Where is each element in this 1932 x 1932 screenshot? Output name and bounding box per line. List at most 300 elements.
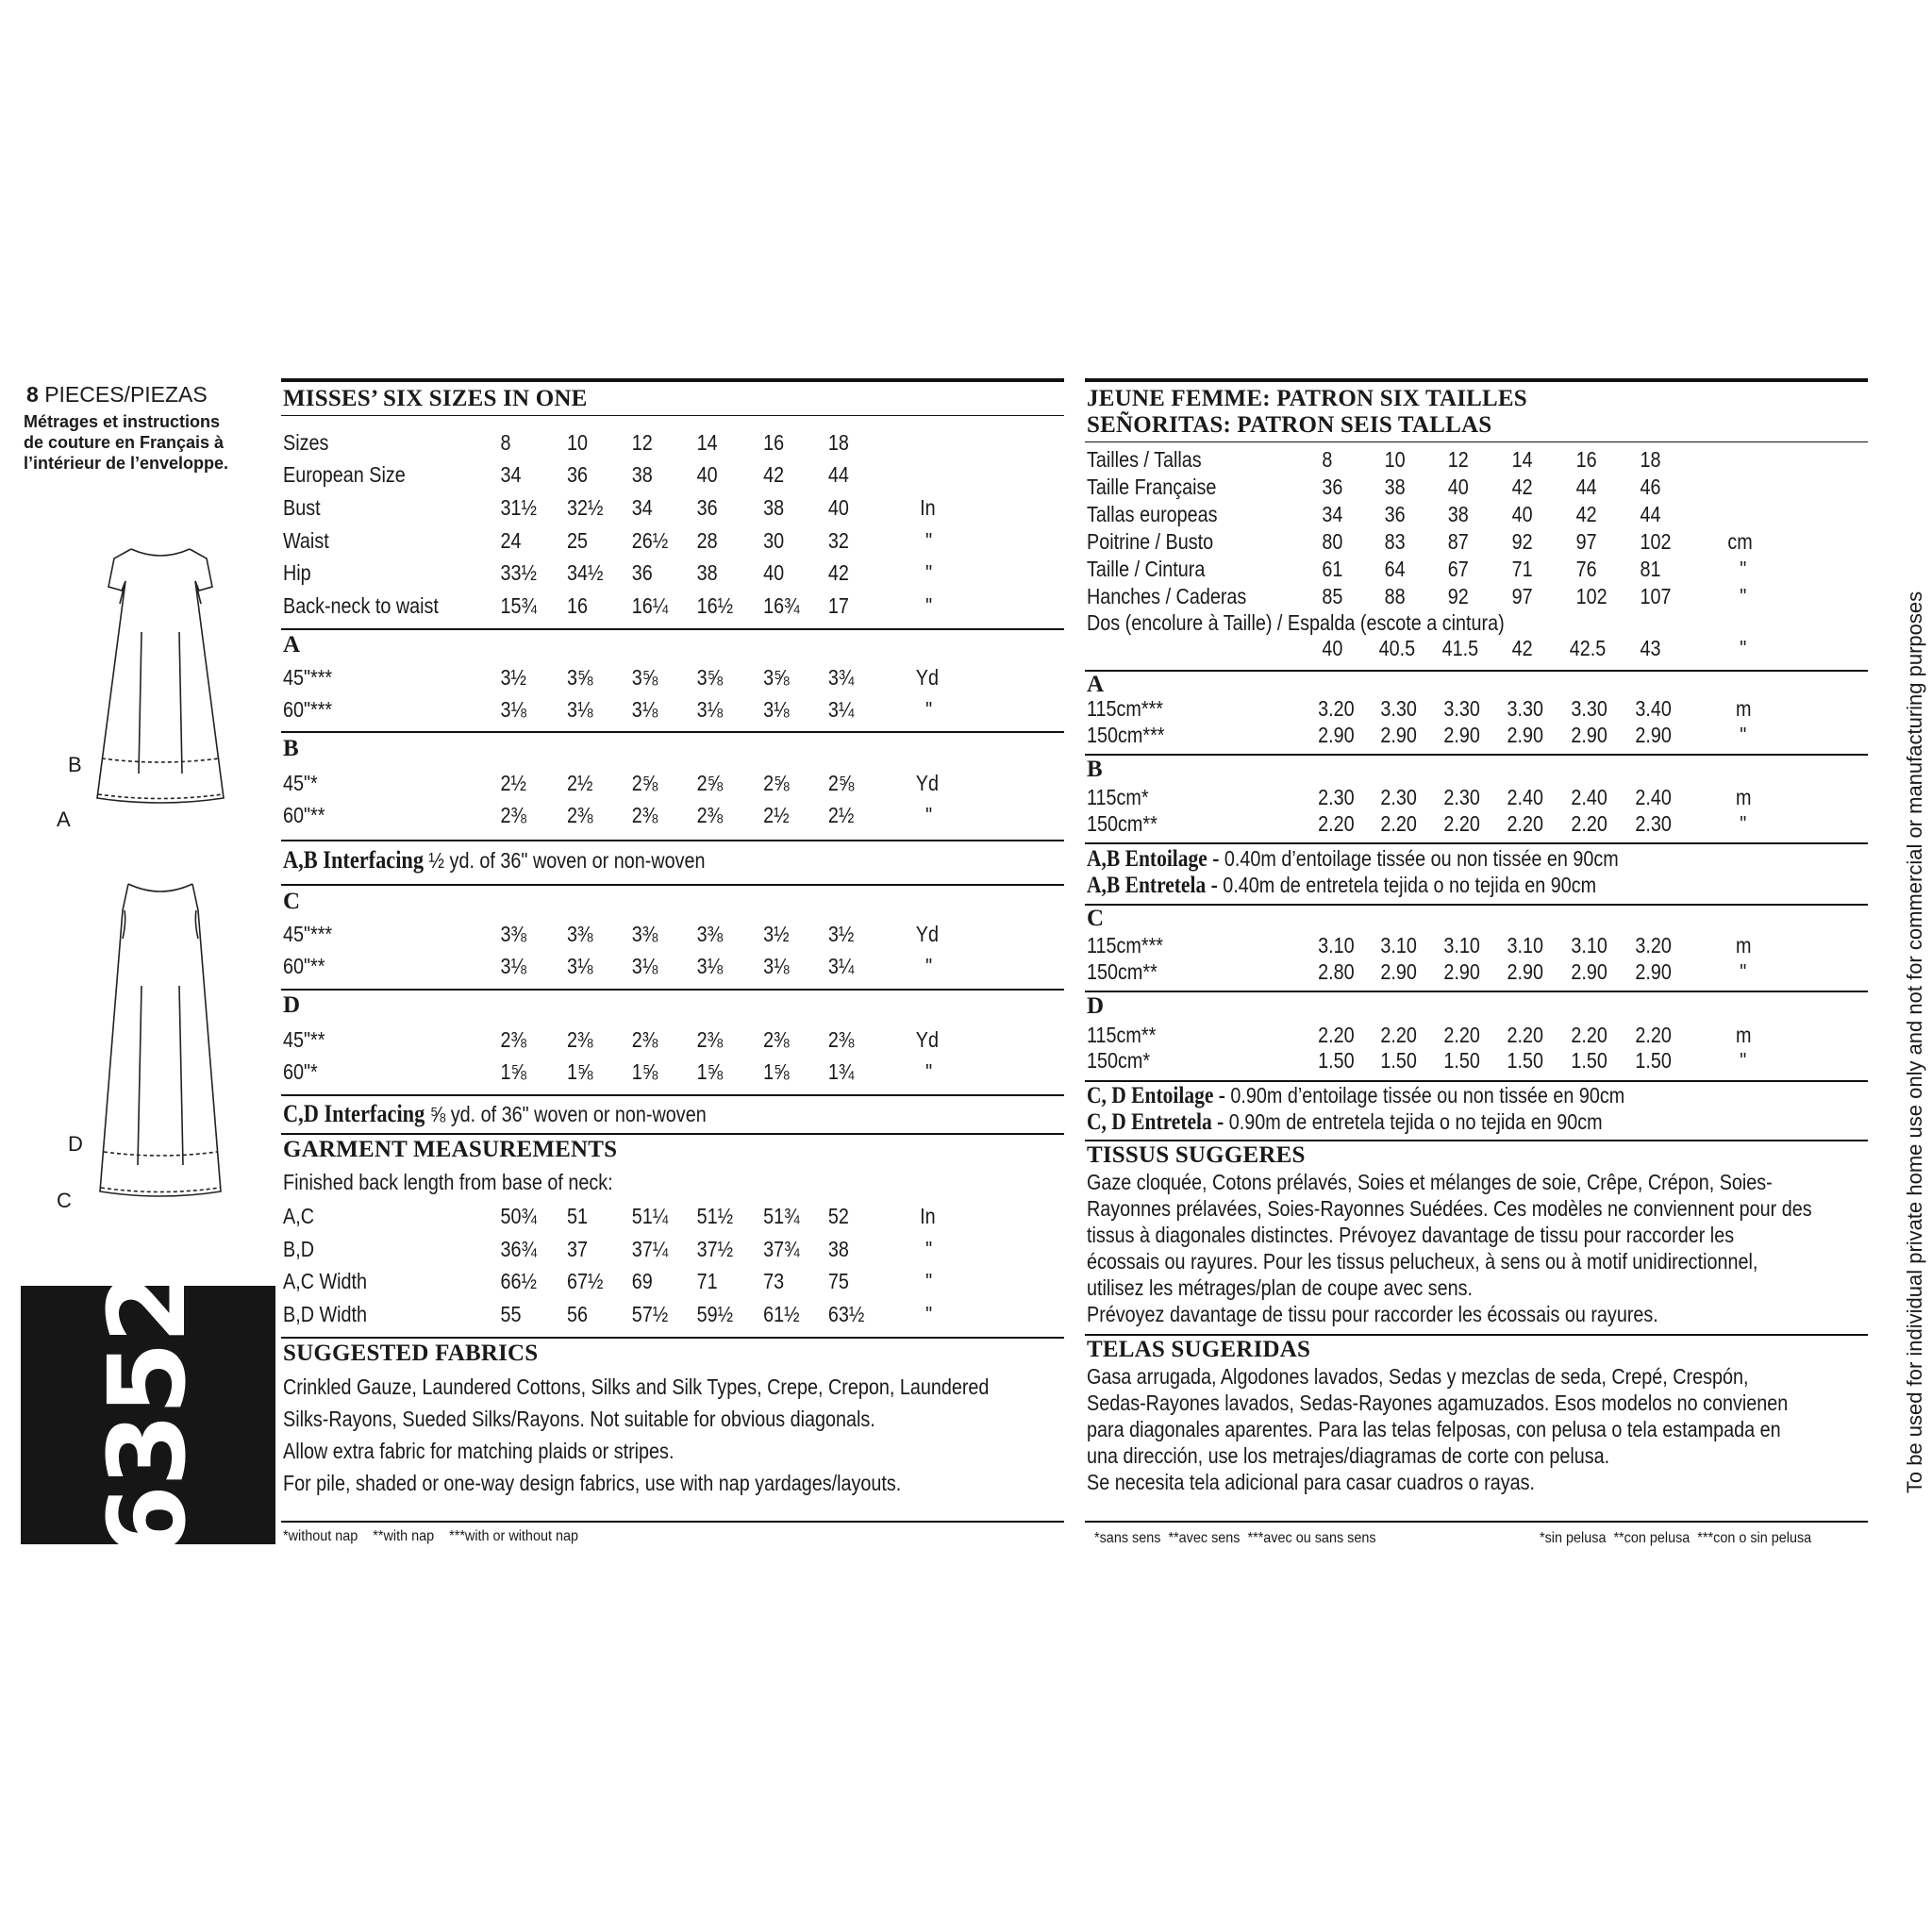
table-cell: 1⅝ bbox=[500, 1059, 526, 1084]
table-cell: A,C Width bbox=[283, 1269, 368, 1293]
table-cell: 2½ bbox=[567, 771, 593, 795]
table-cell: 42.5 bbox=[1569, 636, 1607, 660]
table-cell: 30 bbox=[763, 528, 785, 553]
table-cell: 2⅝ bbox=[631, 771, 658, 795]
table-cell: 2½ bbox=[500, 771, 526, 795]
table-cell: 56 bbox=[567, 1302, 589, 1326]
table-cell: 1.50 bbox=[1635, 1048, 1672, 1073]
table-cell: 24 bbox=[500, 528, 522, 553]
view-b-header: B bbox=[283, 736, 299, 761]
table-cell: 102 bbox=[1575, 584, 1607, 608]
table-cell: 12 bbox=[1447, 447, 1469, 472]
view-label-a: A bbox=[57, 808, 71, 831]
table-cell: 60"** bbox=[283, 803, 325, 827]
table-cell: 2.80 bbox=[1318, 959, 1355, 984]
table-cell: " bbox=[1740, 584, 1747, 608]
table-cell: 2⅜ bbox=[500, 803, 526, 827]
table-cell: 45"*** bbox=[283, 665, 333, 690]
tissus-line: écossais ou rayures. Pour les tissus pelucheux, à sens ou à motif unidirectionnel, bbox=[1087, 1249, 1758, 1274]
telas-line: para diagonales aparentes. Para las telas felposas, con pelusa o tela estampada en bbox=[1087, 1417, 1781, 1441]
table-cell: 2⅜ bbox=[567, 1027, 593, 1052]
table-cell: 3⅛ bbox=[500, 954, 526, 978]
table-cell: 3¾ bbox=[827, 665, 855, 690]
table-cell: 69 bbox=[631, 1269, 653, 1293]
ab-interfacing bbox=[283, 846, 705, 874]
bold-label: A,B Interfacing bbox=[283, 846, 425, 874]
table-cell: 40 bbox=[696, 462, 718, 487]
table-cell: 2.40 bbox=[1635, 785, 1672, 809]
table-cell: 81 bbox=[1640, 557, 1661, 581]
table-cell: 1¾ bbox=[827, 1059, 855, 1084]
table-cell: 44 bbox=[827, 462, 849, 487]
table-cell: 42 bbox=[1511, 475, 1533, 499]
table-cell: 8 bbox=[1322, 447, 1333, 472]
table-cell: Waist bbox=[283, 528, 329, 553]
table-cell: 3.30 bbox=[1507, 696, 1543, 721]
table-cell: 115cm** bbox=[1087, 1023, 1157, 1047]
table-cell: 3.20 bbox=[1635, 933, 1672, 958]
table-cell: 92 bbox=[1447, 584, 1469, 608]
table-cell: 1.50 bbox=[1571, 1048, 1607, 1073]
telas-title: TELAS SUGERIDAS bbox=[1087, 1337, 1311, 1362]
table-cell: 92 bbox=[1511, 529, 1533, 554]
table-cell: cm bbox=[1727, 529, 1753, 554]
bold-label: C, D Entretela - bbox=[1087, 1109, 1224, 1135]
divider bbox=[1085, 378, 1868, 382]
table-cell: 45"** bbox=[283, 1027, 325, 1052]
table-cell: Tallas europeas bbox=[1087, 502, 1218, 526]
table-cell: 46 bbox=[1640, 475, 1661, 499]
table-cell: 2.90 bbox=[1443, 959, 1480, 984]
table-cell: Sizes bbox=[283, 430, 329, 455]
inline-text: 0.40m d’entoilage tissée ou non tissée en 90cm bbox=[1224, 846, 1619, 871]
table-cell: 2⅜ bbox=[696, 1027, 724, 1052]
table-cell: 14 bbox=[696, 430, 718, 455]
table-cell: 37½ bbox=[696, 1237, 734, 1261]
telas-line: Sedas-Rayones lavados, Sedas-Rayones agamuzados. Esos modelos no convienen bbox=[1087, 1391, 1789, 1415]
table-cell: 61 bbox=[1322, 557, 1343, 581]
table-cell: Yd bbox=[915, 922, 940, 946]
table-cell: m bbox=[1736, 696, 1752, 721]
table-cell: 2.20 bbox=[1318, 811, 1355, 836]
french-footnote: *sans sens **avec sens ***avec ou sans sens bbox=[1094, 1530, 1376, 1546]
divider bbox=[1085, 754, 1868, 756]
table-cell: 2⅝ bbox=[827, 771, 855, 795]
table-cell: 97 bbox=[1575, 529, 1597, 554]
table-cell: 2.20 bbox=[1380, 811, 1417, 836]
tissus-line: Rayonnes prélavées, Soies-Rayonnes Suédées. Ces modèles ne conviennent pour des bbox=[1087, 1196, 1812, 1221]
table-cell: 43 bbox=[1640, 636, 1661, 660]
table-cell: 31½ bbox=[500, 495, 537, 520]
inline-text: 0.40m de entretela tejida o no tejida en 90cm bbox=[1223, 873, 1597, 897]
table-cell: 150cm* bbox=[1087, 1048, 1151, 1073]
table-cell: 2⅜ bbox=[567, 803, 593, 827]
table-cell: 50¾ bbox=[500, 1204, 537, 1228]
table-cell: 2.20 bbox=[1507, 811, 1543, 836]
table-cell: " bbox=[1740, 811, 1747, 836]
table-cell: 2.90 bbox=[1318, 723, 1355, 747]
table-cell: Poitrine / Busto bbox=[1087, 529, 1214, 554]
table-cell: 3.40 bbox=[1635, 696, 1672, 721]
table-cell: 3⅝ bbox=[696, 665, 724, 690]
table-cell: 115cm*** bbox=[1087, 696, 1164, 721]
table-cell: 40 bbox=[1511, 502, 1533, 526]
divider bbox=[281, 1521, 1064, 1523]
telas-line: Gasa arrugada, Algodones lavados, Sedas y mezclas de seda, Crepé, Crespón, bbox=[1087, 1364, 1749, 1389]
divider bbox=[1085, 991, 1868, 992]
table-cell: 38 bbox=[763, 495, 785, 520]
divider bbox=[1085, 441, 1868, 442]
table-cell: 16 bbox=[567, 593, 589, 618]
divider bbox=[281, 1133, 1064, 1135]
table-cell: 32 bbox=[827, 528, 849, 553]
table-cell: 33½ bbox=[500, 560, 537, 585]
table-cell: 40 bbox=[827, 495, 849, 520]
table-cell: 150cm** bbox=[1087, 811, 1158, 836]
table-cell: 10 bbox=[567, 430, 589, 455]
table-cell: 45"*** bbox=[283, 922, 333, 946]
table-cell: 88 bbox=[1384, 584, 1406, 608]
table-cell: 3⅛ bbox=[567, 697, 593, 722]
table-cell: Hanches / Caderas bbox=[1087, 584, 1247, 608]
table-cell: 16 bbox=[1575, 447, 1597, 472]
table-cell: European Size bbox=[283, 462, 406, 487]
table-cell: 40 bbox=[1322, 636, 1343, 660]
table-cell: " bbox=[925, 954, 933, 978]
table-cell: 107 bbox=[1640, 584, 1672, 608]
table-cell: 2.90 bbox=[1380, 959, 1417, 984]
table-cell: 3⅜ bbox=[631, 922, 658, 946]
table-cell: " bbox=[925, 1302, 933, 1326]
table-cell: Taille / Cintura bbox=[1087, 557, 1206, 581]
table-cell: 37¾ bbox=[763, 1237, 800, 1261]
fabrics-line: Allow extra fabric for matching plaids or stripes. bbox=[283, 1439, 675, 1463]
table-cell: In bbox=[920, 495, 936, 520]
table-cell: 3.30 bbox=[1380, 696, 1417, 721]
table-cell: 38 bbox=[827, 1237, 849, 1261]
table-cell: 3⅛ bbox=[567, 954, 593, 978]
table-cell: 150cm** bbox=[1087, 959, 1158, 984]
table-cell: 60"*** bbox=[283, 697, 333, 722]
cd-entoilage bbox=[1087, 1083, 1624, 1109]
bold-label: A,B Entretela - bbox=[1087, 873, 1218, 898]
table-cell: 3¼ bbox=[827, 697, 855, 722]
table-cell: " bbox=[925, 1269, 933, 1293]
table-cell: 36 bbox=[567, 462, 589, 487]
divider bbox=[1085, 904, 1868, 906]
table-cell: 8 bbox=[500, 430, 511, 455]
table-cell: 2.20 bbox=[1571, 1023, 1607, 1047]
view-label-c: C bbox=[57, 1189, 72, 1212]
table-cell: 150cm*** bbox=[1087, 723, 1165, 747]
table-cell: 37 bbox=[567, 1237, 589, 1261]
tissus-title: TISSUS SUGGERES bbox=[1087, 1142, 1306, 1168]
dress-illustration-cd bbox=[94, 873, 226, 1212]
table-cell: 51¾ bbox=[763, 1204, 800, 1228]
table-cell: 115cm* bbox=[1087, 785, 1149, 809]
table-cell: 3⅝ bbox=[763, 665, 790, 690]
fr-view-a-header: A bbox=[1087, 672, 1105, 697]
table-cell: 3⅛ bbox=[500, 697, 526, 722]
table-cell: 2.20 bbox=[1380, 1023, 1417, 1047]
table-cell: " bbox=[925, 1059, 933, 1084]
table-cell: 2.90 bbox=[1635, 959, 1672, 984]
table-cell: 2½ bbox=[827, 803, 855, 827]
pieces-count bbox=[26, 382, 208, 408]
table-cell: 60"* bbox=[283, 1059, 318, 1084]
table-cell: 2½ bbox=[763, 803, 790, 827]
table-cell: Tailles / Tallas bbox=[1087, 447, 1202, 472]
table-cell: 3.10 bbox=[1318, 933, 1355, 958]
back-length-label: Dos (encolure à Taille) / Espalda (escote a cintura) bbox=[1087, 610, 1505, 635]
english-footnote: *without nap **with nap ***with or without nap bbox=[283, 1528, 578, 1544]
table-cell: 71 bbox=[1511, 557, 1533, 581]
table-cell: 3.10 bbox=[1507, 933, 1543, 958]
table-cell: 44 bbox=[1575, 475, 1597, 499]
telas-line: Se necesita tela adicional para casar cuadros o rayas. bbox=[1087, 1470, 1536, 1494]
table-cell: 2⅝ bbox=[696, 771, 724, 795]
bold-label: C, D Entoilage - bbox=[1087, 1083, 1225, 1108]
table-cell: 1.50 bbox=[1443, 1048, 1480, 1073]
table-cell: Back-neck to waist bbox=[283, 593, 439, 618]
pattern-number: 6352 bbox=[87, 1272, 209, 1558]
table-cell: 12 bbox=[631, 430, 653, 455]
table-cell: 2.30 bbox=[1380, 785, 1417, 809]
divider bbox=[1085, 1521, 1868, 1523]
table-cell: 80 bbox=[1322, 529, 1343, 554]
table-cell: Bust bbox=[283, 495, 321, 520]
table-cell: 2⅜ bbox=[696, 803, 724, 827]
view-label-d: D bbox=[68, 1132, 83, 1156]
divider bbox=[281, 1094, 1064, 1096]
table-cell: 3.10 bbox=[1380, 933, 1417, 958]
table-cell: " bbox=[1740, 636, 1747, 660]
table-cell: Yd bbox=[915, 771, 940, 795]
table-cell: 2⅜ bbox=[827, 1027, 855, 1052]
inline-text: 0.90m d’entoilage tissée ou non tissée en 90cm bbox=[1230, 1083, 1625, 1108]
table-cell: 59½ bbox=[696, 1302, 734, 1326]
inline-text: 0.90m de entretela tejida o no tejida en 90cm bbox=[1228, 1109, 1603, 1134]
fabrics-title: SUGGESTED FABRICS bbox=[283, 1341, 539, 1366]
table-cell: m bbox=[1736, 933, 1752, 958]
table-cell: 37¼ bbox=[631, 1237, 669, 1261]
table-cell: 51 bbox=[567, 1204, 589, 1228]
view-a-header: A bbox=[283, 632, 301, 658]
divider bbox=[281, 731, 1064, 733]
table-cell: " bbox=[925, 560, 933, 585]
divider bbox=[281, 415, 1064, 416]
dress-illustration-ab bbox=[90, 528, 231, 821]
view-d-header: D bbox=[283, 992, 301, 1018]
divider bbox=[281, 628, 1064, 630]
table-cell: 40 bbox=[763, 560, 785, 585]
table-cell: 42 bbox=[1575, 502, 1597, 526]
table-cell: 3¼ bbox=[827, 954, 855, 978]
table-cell: " bbox=[925, 1237, 933, 1261]
divider bbox=[1085, 1334, 1868, 1336]
table-cell: 115cm*** bbox=[1087, 933, 1164, 958]
table-cell: 38 bbox=[1384, 475, 1406, 499]
table-cell: 3⅛ bbox=[763, 697, 790, 722]
table-cell: Yd bbox=[915, 665, 940, 690]
table-cell: " bbox=[1740, 557, 1747, 581]
side-note: To be used for individual private home use only and not for commercial or manufacturing purposes bbox=[1903, 591, 1926, 1494]
table-cell: 36 bbox=[696, 495, 718, 520]
garment-title: GARMENT MEASUREMENTS bbox=[283, 1137, 618, 1162]
table-cell: 2.30 bbox=[1318, 785, 1355, 809]
table-cell: " bbox=[1740, 959, 1747, 984]
table-cell: 52 bbox=[827, 1204, 849, 1228]
table-cell: 87 bbox=[1447, 529, 1469, 554]
inline-text: ½ yd. of 36" woven or non-woven bbox=[428, 848, 706, 873]
table-cell: 36 bbox=[1384, 502, 1406, 526]
table-cell: 2⅜ bbox=[500, 1027, 526, 1052]
spanish-footnote: *sin pelusa **con pelusa ***con o sin pelusa bbox=[1540, 1530, 1812, 1546]
table-cell: 10 bbox=[1384, 447, 1406, 472]
table-cell: " bbox=[1740, 723, 1747, 747]
cd-interfacing bbox=[283, 1100, 707, 1128]
view-c-header: C bbox=[283, 889, 301, 914]
table-cell: 1.50 bbox=[1318, 1048, 1355, 1073]
table-cell: 75 bbox=[827, 1269, 849, 1293]
table-cell: 2.40 bbox=[1571, 785, 1607, 809]
table-cell: 3⅛ bbox=[763, 954, 790, 978]
table-cell: 3⅛ bbox=[631, 954, 658, 978]
table-cell: 3.30 bbox=[1443, 696, 1480, 721]
table-cell: 3⅛ bbox=[696, 697, 724, 722]
divider bbox=[281, 1337, 1064, 1339]
table-cell: 38 bbox=[631, 462, 653, 487]
tissus-line: tissus à diagonales distinctes. Prévoyez davantage de tissu pour raccorder les bbox=[1087, 1223, 1735, 1247]
french-note bbox=[24, 411, 228, 474]
divider bbox=[281, 989, 1064, 991]
table-cell: 2.20 bbox=[1635, 1023, 1672, 1047]
table-cell: 71 bbox=[696, 1269, 718, 1293]
table-cell: 18 bbox=[827, 430, 849, 455]
table-cell: 3⅜ bbox=[567, 922, 593, 946]
table-cell: 2.20 bbox=[1507, 1023, 1543, 1047]
english-title: MISSES’ SIX SIZES IN ONE bbox=[283, 386, 588, 411]
divider bbox=[281, 884, 1064, 886]
table-cell: 34 bbox=[631, 495, 653, 520]
table-cell: 2.20 bbox=[1571, 811, 1607, 836]
table-cell: 3½ bbox=[763, 922, 790, 946]
table-cell: 41.5 bbox=[1441, 636, 1479, 660]
table-cell: 3⅛ bbox=[631, 697, 658, 722]
table-cell: 3⅜ bbox=[696, 922, 724, 946]
table-cell: 73 bbox=[763, 1269, 785, 1293]
ab-entoilage bbox=[1087, 846, 1619, 873]
table-cell: 66½ bbox=[500, 1269, 537, 1293]
table-cell: 3½ bbox=[500, 665, 526, 690]
table-cell: 2⅜ bbox=[631, 803, 658, 827]
table-cell: B,D bbox=[283, 1237, 314, 1261]
divider bbox=[281, 840, 1064, 841]
table-cell: 45"* bbox=[283, 771, 318, 795]
table-cell: m bbox=[1736, 785, 1752, 809]
table-cell: 3.30 bbox=[1571, 696, 1607, 721]
table-cell: 64 bbox=[1384, 557, 1406, 581]
table-cell: 1⅝ bbox=[696, 1059, 724, 1084]
table-cell: 40.5 bbox=[1378, 636, 1416, 660]
table-cell: m bbox=[1736, 1023, 1752, 1047]
table-cell: 40 bbox=[1447, 475, 1469, 499]
table-cell: 2.90 bbox=[1443, 723, 1480, 747]
table-cell: 25 bbox=[567, 528, 589, 553]
table-cell: 3⅝ bbox=[567, 665, 593, 690]
divider bbox=[1085, 842, 1868, 844]
table-cell: 15¾ bbox=[500, 593, 537, 618]
table-cell: 26½ bbox=[631, 528, 669, 553]
table-cell: 2.90 bbox=[1635, 723, 1672, 747]
es-title: SEÑORITAS: PATRON SEIS TALLAS bbox=[1087, 412, 1492, 438]
table-cell: 97 bbox=[1511, 584, 1533, 608]
fabrics-line: Silks-Rayons, Sueded Silks/Rayons. Not suitable for obvious diagonals. bbox=[283, 1407, 875, 1431]
table-cell: 67 bbox=[1447, 557, 1469, 581]
table-cell: 3.10 bbox=[1443, 933, 1480, 958]
table-cell: 34½ bbox=[567, 560, 604, 585]
table-cell: 3.10 bbox=[1571, 933, 1607, 958]
table-cell: 38 bbox=[696, 560, 718, 585]
table-cell: " bbox=[925, 697, 933, 722]
table-cell: 16¼ bbox=[631, 593, 669, 618]
fr-view-c-header: C bbox=[1087, 906, 1105, 931]
table-cell: 3⅜ bbox=[500, 922, 526, 946]
table-cell: " bbox=[925, 528, 933, 553]
table-cell: 42 bbox=[763, 462, 785, 487]
table-cell: 3.20 bbox=[1318, 696, 1355, 721]
table-cell: 16 bbox=[763, 430, 785, 455]
garment-subtitle: Finished back length from base of neck: bbox=[283, 1170, 613, 1194]
table-cell: " bbox=[925, 803, 933, 827]
table-cell: " bbox=[925, 593, 933, 618]
table-cell: 2.20 bbox=[1443, 811, 1480, 836]
french-note-line: Métrages et instructions bbox=[24, 412, 221, 431]
table-cell: 55 bbox=[500, 1302, 522, 1326]
table-cell: B,D Width bbox=[283, 1302, 368, 1326]
fr-view-b-header: B bbox=[1087, 757, 1103, 782]
table-cell: Hip bbox=[283, 560, 311, 585]
table-cell: 61½ bbox=[763, 1302, 800, 1326]
table-cell: 83 bbox=[1384, 529, 1406, 554]
table-cell: 3⅝ bbox=[631, 665, 658, 690]
table-cell: 2⅜ bbox=[631, 1027, 658, 1052]
divider bbox=[1085, 1080, 1868, 1082]
table-cell: 44 bbox=[1640, 502, 1661, 526]
cd-entretela bbox=[1087, 1109, 1603, 1136]
fr-title: JEUNE FEMME: PATRON SIX TAILLES bbox=[1087, 386, 1527, 411]
table-cell: 2⅝ bbox=[763, 771, 790, 795]
bold-label: A,B Entoilage - bbox=[1087, 846, 1220, 872]
table-cell: 16½ bbox=[696, 593, 734, 618]
table-cell: 42 bbox=[1511, 636, 1533, 660]
table-cell: 2.90 bbox=[1380, 723, 1417, 747]
bold-label: C,D Interfacing bbox=[283, 1100, 425, 1127]
table-cell: 42 bbox=[827, 560, 849, 585]
table-cell: 76 bbox=[1575, 557, 1597, 581]
pattern-number-block bbox=[21, 1272, 275, 1558]
table-cell: 34 bbox=[500, 462, 522, 487]
table-cell: 2.20 bbox=[1318, 1023, 1355, 1047]
table-cell: 2.90 bbox=[1507, 723, 1543, 747]
table-cell: 51¼ bbox=[631, 1204, 669, 1228]
table-cell: 34 bbox=[1322, 502, 1343, 526]
table-cell: Yd bbox=[915, 1027, 940, 1052]
table-cell: 2.90 bbox=[1571, 959, 1607, 984]
table-cell: 2.20 bbox=[1443, 1023, 1480, 1047]
table-cell: 28 bbox=[696, 528, 718, 553]
table-cell: 60"** bbox=[283, 954, 325, 978]
